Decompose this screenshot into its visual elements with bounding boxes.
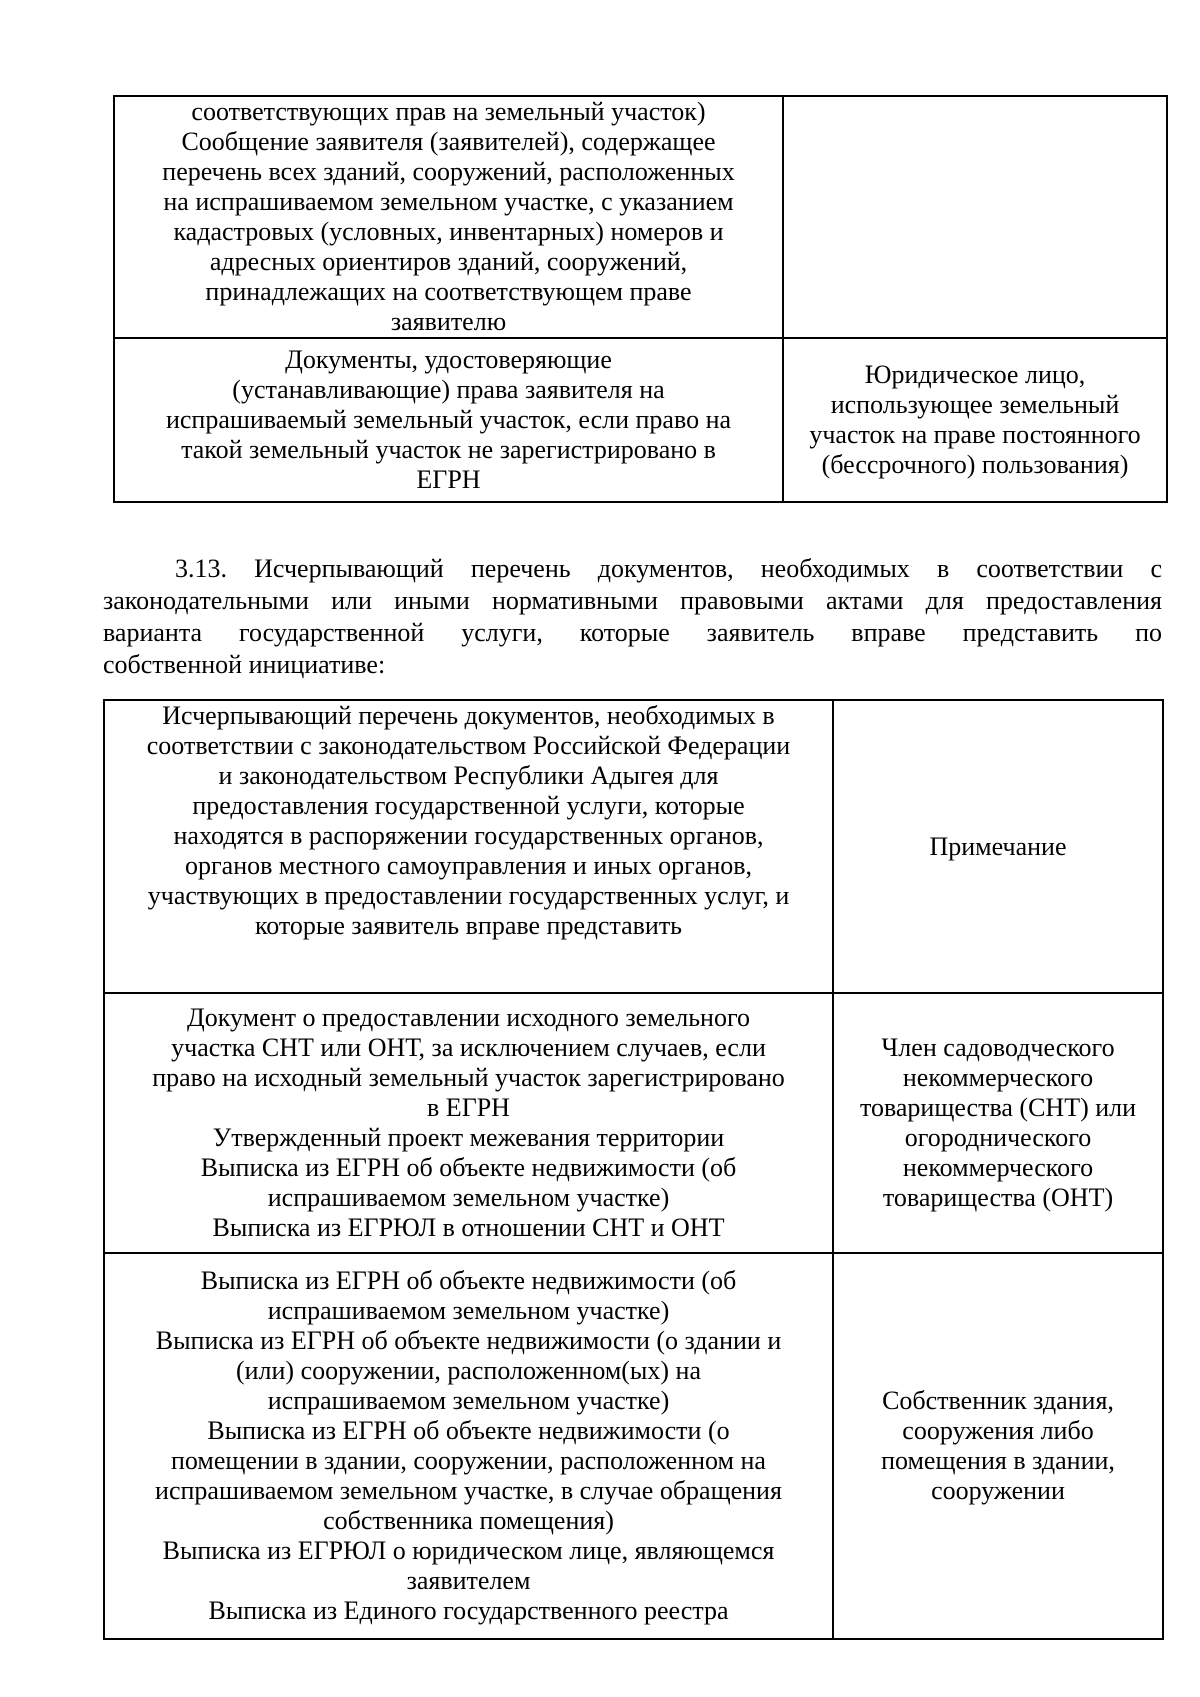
- text-line: заявителем: [406, 1566, 531, 1595]
- text-line: и законодательством Республики Адыгея для: [218, 761, 719, 790]
- text-line: находятся в распоряжении государственных органов,: [173, 821, 764, 850]
- text-line: испрашиваемом земельном участке): [267, 1183, 670, 1212]
- text-line: ЕГРН: [416, 465, 481, 494]
- text-line: в ЕГРН: [427, 1093, 510, 1122]
- text-line: Выписка из ЕГРЮЛ в отношении СНТ и ОНТ: [212, 1213, 725, 1242]
- text-line: Выписка из Единого государственного реестра: [208, 1596, 729, 1625]
- text-line: испрашиваемом земельном участке, в случае обращения: [155, 1476, 782, 1505]
- text-line: (или) сооружении, расположенном(ых) на: [235, 1356, 702, 1385]
- documents-cell: [114, 96, 783, 338]
- documents-table-continued: [113, 95, 1168, 503]
- table-row: [104, 993, 1163, 1253]
- text-line: соответствии с законодательством Российской Федерации: [146, 731, 791, 760]
- optional-documents-table: [103, 699, 1164, 1640]
- text-line: которые заявитель вправе представить: [254, 911, 683, 940]
- text-line: испрашиваемый земельный участок, если право на: [165, 405, 732, 434]
- text-line: (бессрочного) пользования): [821, 450, 1129, 479]
- text-line: законодательными или иными нормативными правовыми актами для предоставления: [103, 586, 1162, 615]
- text-line: использующее земельный: [830, 390, 1120, 419]
- text-line: Документ о предоставлении исходного земельного: [187, 1003, 750, 1032]
- text-line: сооружении: [931, 1476, 1065, 1505]
- text-line: (устанавливающие) права заявителя на: [232, 375, 665, 404]
- text-line: Выписка из ЕГРН об объекте недвижимости (об: [200, 1153, 737, 1182]
- applicant-cell: [783, 96, 1167, 338]
- text-line: помещения в здании,: [881, 1446, 1115, 1475]
- text-line: Собственник здания,: [882, 1386, 1114, 1415]
- applicant-cell: [783, 338, 1167, 502]
- text-line: сооружения либо: [902, 1416, 1094, 1445]
- text-line: огороднического: [904, 1123, 1092, 1152]
- note-cell: [833, 993, 1163, 1253]
- documents-cell: [104, 1253, 833, 1639]
- text-line: Член садоводческого: [881, 1033, 1115, 1062]
- text-line: некоммерческого: [902, 1153, 1094, 1182]
- text-line: участвующих в предоставлении государственных услуг, и: [147, 881, 790, 910]
- text-line: Сообщение заявителя (заявителей), содержащее: [181, 127, 716, 156]
- text-line: товарищества (СНТ) или: [859, 1093, 1137, 1122]
- text-line: Исчерпывающий перечень документов, необходимых в: [162, 701, 775, 730]
- text-line: принадлежащих на соответствующем праве: [205, 277, 692, 306]
- documents-cell: [104, 993, 833, 1253]
- text-line: испрашиваемом земельном участке): [267, 1386, 670, 1415]
- text-line: на испрашиваемом земельном участке, с указанием: [163, 187, 734, 216]
- note-cell: [833, 1253, 1163, 1639]
- documents-cell: [114, 338, 783, 502]
- text-line: адресных ориентиров зданий, сооружений,: [209, 247, 688, 276]
- text-line: помещении в здании, сооружении, расположенном на: [171, 1446, 766, 1475]
- header-documents-cell: [104, 700, 833, 993]
- text-line: участок на праве постоянного: [809, 420, 1141, 449]
- text-line: органов местного самоуправления и иных органов,: [184, 851, 753, 880]
- text-line: участка СНТ или ОНТ, за исключением случаев, если: [171, 1033, 766, 1062]
- text-line: товарищества (ОНТ): [882, 1183, 1114, 1212]
- section-3-13-paragraph: [103, 553, 1162, 681]
- table-row: [114, 96, 1167, 338]
- text-line: право на исходный земельный участок зарегистрировано: [152, 1063, 785, 1092]
- text-line: Выписка из ЕГРН об объекте недвижимости (об: [200, 1266, 737, 1295]
- text-line: Утвержденный проект межевания территории: [212, 1123, 725, 1152]
- text-line: некоммерческого: [902, 1063, 1094, 1092]
- text-line: варианта государственной услуги, которые заявитель вправе представить по: [103, 618, 1162, 647]
- table-row: [114, 338, 1167, 502]
- text-line: кадастровых (условных, инвентарных) номеров и: [173, 217, 724, 246]
- text-line: Документы, удостоверяющие: [285, 345, 612, 374]
- text-line: заявителю: [390, 307, 507, 336]
- header-note-cell: [833, 700, 1163, 993]
- text-line: собственника помещения): [323, 1506, 614, 1535]
- text-line: Выписка из ЕГРН об объекте недвижимости (о здании и: [155, 1326, 782, 1355]
- text-line: испрашиваемом земельном участке): [267, 1296, 670, 1325]
- text-line: Выписка из ЕГРЮЛ о юридическом лице, являющемся: [162, 1536, 775, 1565]
- table-row: [104, 1253, 1163, 1639]
- text-line: соответствующих прав на земельный участок): [191, 97, 706, 126]
- text-line: Юридическое лицо,: [864, 360, 1086, 389]
- text-line: Примечание: [929, 831, 1067, 861]
- text-line: собственной инициативе:: [103, 650, 386, 679]
- text-line: предоставления государственной услуги, которые: [192, 791, 745, 820]
- text-line: 3.13. Исчерпывающий перечень документов, необходимых в соответствии с: [175, 554, 1162, 583]
- text-line: такой земельный участок не зарегистрировано в: [181, 435, 716, 464]
- text-line: перечень всех зданий, сооружений, расположенных: [162, 157, 735, 186]
- text-line: Выписка из ЕГРН об объекте недвижимости (о: [207, 1416, 730, 1445]
- table-header-row: [104, 700, 1163, 993]
